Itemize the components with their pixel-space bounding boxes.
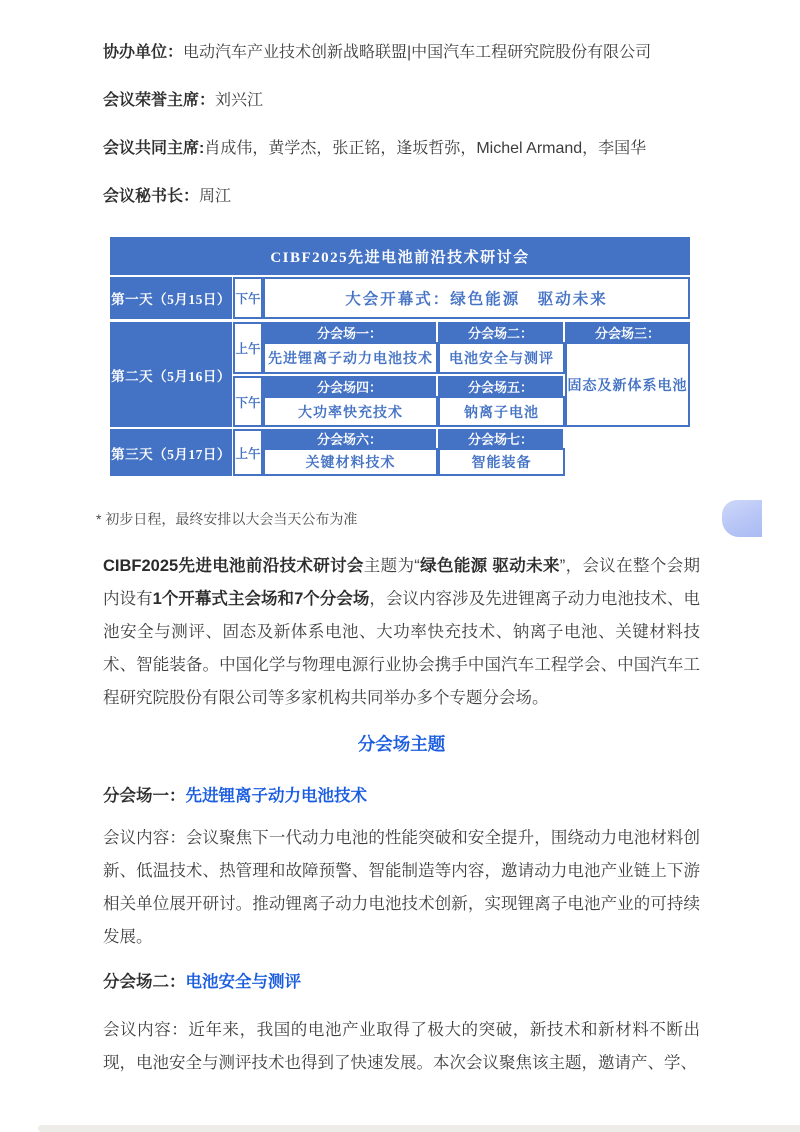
venue2-header-cell: 分会场二： — [438, 322, 563, 342]
session-2-label: 分会场二： — [103, 973, 186, 991]
venue3-topic-cell: 固态及新体系电池 — [565, 342, 690, 427]
session-2-title-link[interactable]: 电池安全与测评 — [185, 973, 301, 991]
venue3-header-cell: 分会场三： — [565, 322, 690, 342]
meta-line-cohost — [103, 42, 743, 64]
cohost-label: 协办单位： — [103, 44, 184, 61]
session-2-title-line — [103, 970, 301, 994]
intro-bold-title: CIBF2025先进电池前沿技术研讨会 — [103, 557, 364, 575]
co-chairs-label: 会议共同主席: — [103, 140, 205, 157]
schedule-table — [110, 237, 690, 477]
session-1-content: 会议内容：会议聚焦下一代动力电池的性能突破和安全提升，围绕动力电池材料创新、低温技术、热管理和故障预警、智能制造等内容，邀请动力电池产业链上下游相关单位展开研讨。推动锂离子动力电池技术创新，实现锂离子电池产业的可持续发展。 — [103, 829, 700, 946]
intro-text-run-2: ”，会议在整个会期内设有 — [103, 557, 700, 608]
day2-label-cell: 第二天（5月16日） — [110, 322, 232, 427]
page-gap-strip — [38, 1125, 800, 1132]
venue4-topic-cell: 大功率快充技术 — [263, 396, 438, 427]
venue6-topic-cell: 关键材料技术 — [263, 448, 438, 476]
intro-paragraph — [103, 550, 700, 715]
day1-label-cell: 第一天（5月15日） — [110, 277, 232, 319]
secretary-general-value: 周江 — [199, 188, 232, 205]
session-1-label: 分会场一： — [103, 787, 186, 805]
secretary-general-label: 会议秘书长： — [103, 188, 200, 205]
venue1-topic-cell: 先进锂离子动力电池技术 — [263, 342, 438, 374]
schedule-title: CIBF2025先进电池前沿技术研讨会 — [110, 237, 690, 275]
intro-bold-theme: 绿色能源 驱动未来 — [419, 557, 560, 575]
intro-bold-venues: 1个开幕式主会场和7个分会场 — [152, 590, 370, 608]
venue7-header-cell: 分会场七： — [438, 429, 563, 448]
day2-am-time-cell: 上午 — [233, 322, 263, 374]
schedule-footnote: * 初步日程，最终安排以大会当天公布为准 — [96, 511, 358, 527]
day1-time-cell: 下午 — [233, 277, 263, 319]
session-1-title-link[interactable]: 先进锂离子动力电池技术 — [185, 787, 367, 805]
venue7-topic-cell: 智能装备 — [438, 448, 565, 476]
day3-label-cell: 第三天（5月17日） — [110, 429, 232, 476]
day1-event-cell: 大会开幕式：绿色能源 驱动未来 — [263, 277, 690, 319]
day3-time-cell: 上午 — [233, 429, 263, 476]
venue6-header-cell: 分会场六： — [263, 429, 436, 448]
venue2-topic-cell: 电池安全与测评 — [438, 342, 565, 374]
venue5-topic-cell: 钠离子电池 — [438, 396, 565, 427]
intro-text-run-1: 主题为“ — [363, 557, 420, 575]
venue5-header-cell: 分会场五： — [438, 376, 563, 396]
co-chairs-value: 肖成伟，黄学杰，张正铭，逢坂哲弥，Michel Armand，李国华 — [204, 140, 647, 157]
floating-widget-bubble[interactable] — [722, 500, 762, 537]
venue4-header-cell: 分会场四： — [263, 376, 436, 396]
meta-line-co-chairs — [103, 138, 743, 160]
honorary-chair-label: 会议荣誉主席： — [103, 92, 216, 109]
meta-line-secretary-general — [103, 186, 743, 208]
meta-line-honorary-chair — [103, 90, 743, 112]
venue1-header-cell: 分会场一： — [263, 322, 436, 342]
session-2-content: 会议内容：近年来，我国的电池产业取得了极大的突破，新技术和新材料不断出现，电池安全与测评技术也得到了快速发展。本次会议聚焦该主题，邀请产、学、 — [103, 1021, 700, 1072]
honorary-chair-value: 刘兴江 — [215, 92, 264, 109]
session-1-title-line — [103, 784, 367, 808]
sessions-heading: 分会场主题 — [357, 734, 446, 754]
intro-text-run-3: ，会议内容涉及先进锂离子动力电池技术、电池安全与测评、固态及新体系电池、大功率快充技术、钠离子电池、关键材料技术、智能装备。中国化学与物理电源行业协会携手中国汽车工程学会、中国汽车工程研究院股份有限公司等多家机构共同举办多个专题分会场。 — [103, 590, 701, 707]
cohost-value: 电动汽车产业技术创新战略联盟|中国汽车工程研究院股份有限公司 — [183, 44, 652, 61]
day2-pm-time-cell: 下午 — [233, 376, 263, 427]
